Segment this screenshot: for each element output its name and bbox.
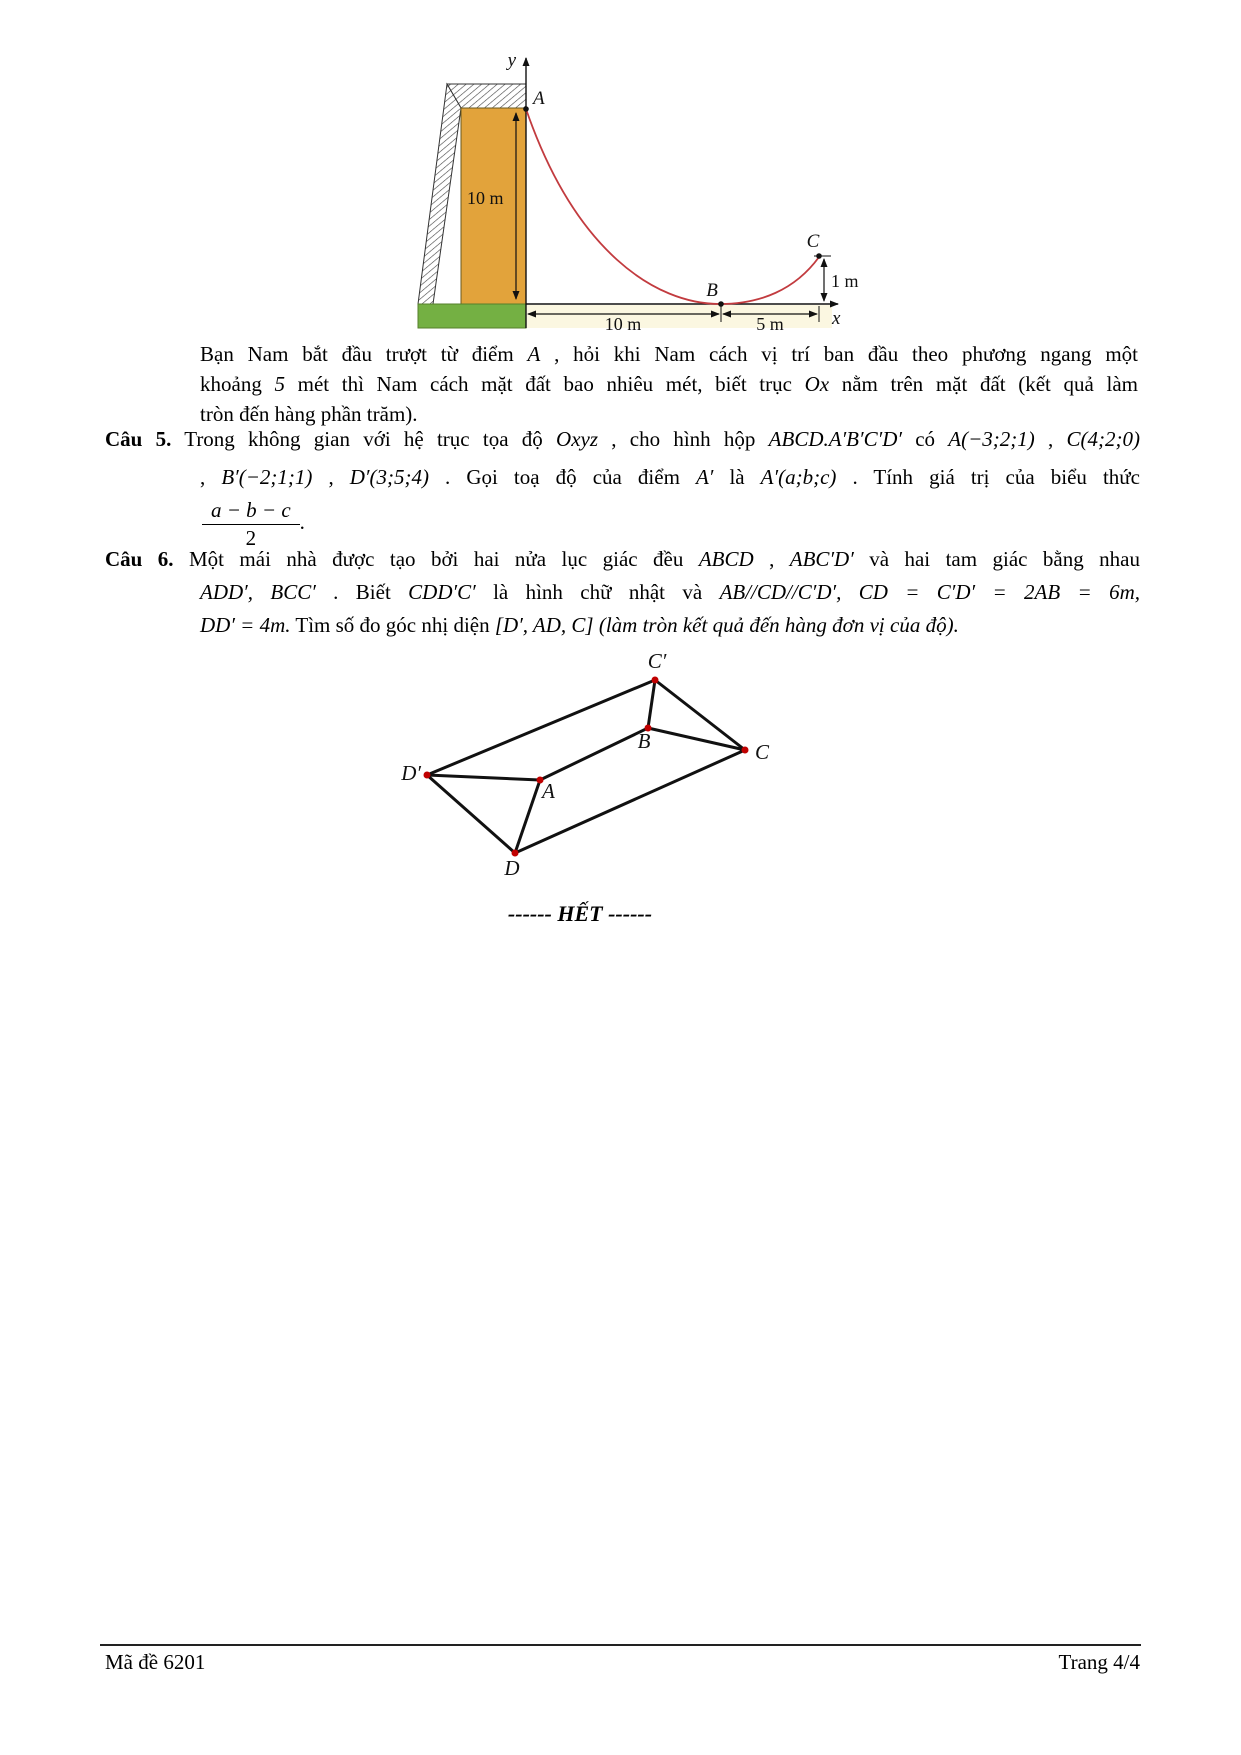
dim-1m-label: 1 m [831,271,859,291]
vertex-b-label: B [637,729,651,753]
math-run: A [527,342,541,366]
math-run: (làm tròn kết quả đến hàng đơn vị của độ). [593,613,959,637]
question-5-line-2 [105,462,1140,492]
math-run: C(4;2;0) [1066,427,1140,451]
axis-x-label: x [832,308,841,329]
pale-strip [526,305,832,328]
math-run: ABCD [698,547,754,571]
math-run: Oxyz [556,427,599,451]
end-marker [0,901,1160,927]
edge-dp-d [427,775,515,853]
math-run: CDD′C′ [408,580,476,604]
vertex-cp-dot [652,677,659,684]
text-run: , [200,465,222,489]
point-c-label: C [806,231,820,252]
slide-figure-svg [410,46,870,346]
text-run: mét thì Nam cách mặt đất bao nhiêu mét, biết trục [284,372,805,396]
question-5-line-1 [105,424,1140,454]
question-6-line-1 [105,543,1140,576]
vertex-cp-label: C′ [647,649,667,673]
point-c-dot [816,253,822,259]
text-run: , cho hình hộp [598,427,769,451]
point-a-dot [523,106,529,112]
math-run: D′(3;5;4) [349,465,429,489]
vertex-dp-label: D′ [401,761,421,785]
question-6-label: Câu 6. [105,547,174,571]
figure-slide [410,46,870,351]
question-6 [105,543,1140,642]
hatched-support [418,84,461,304]
vertex-c-label: C [755,740,770,764]
fraction-denominator: 2 [245,526,257,550]
text-run: có [901,427,949,451]
text-run: Trong không gian với hệ trục tọa độ [171,427,557,451]
math-run: [D′, AD, C] [494,613,594,637]
intro-line-1 [200,339,1138,369]
figure-points [523,106,822,307]
ground-rect [418,304,526,328]
text-run: Bạn Nam bắt đầu trượt từ điểm [200,342,528,366]
vertex-c-dot [742,747,749,754]
math-run: AB//CD//C′D′, CD = C′D′ = 2AB = 6m, [719,580,1141,604]
math-run: A′ [695,465,714,489]
math-run: Ox [804,372,830,396]
math-run: ADD′, BCC′ [200,580,316,604]
math-run: A′(a;b;c) [760,465,837,489]
wall-height-label: 10 m [467,188,504,208]
point-a-label: A [533,88,545,109]
point-b-label: B [706,280,718,301]
vertex-dp-dot [424,772,431,779]
dim-5m-label: 5 m [756,314,784,334]
math-run: DD′ = 4m. [200,613,291,637]
math-run: ABCD.A′B′C′D′ [768,427,902,451]
question-6-line-2 [105,576,1140,609]
edge-a-b [540,728,648,780]
figure-roof [395,648,795,893]
math-run: ABC′D′ [789,547,854,571]
footer [105,1650,1140,1675]
text-run: tròn đến hàng phần trăm). [200,402,418,426]
text-run: Một mái nhà được tạo bởi hai nửa lục giác đều [173,547,699,571]
math-run: A(−3;2;1) [948,427,1035,451]
fraction-numerator: a − b − c [202,498,300,525]
point-b-dot [718,301,724,307]
text-run: , [312,465,350,489]
edge-dp-a [427,775,540,780]
dim-10m-label: 10 m [604,314,642,334]
footer-exam-code: Mã đề 6201 [105,1650,206,1674]
text-run: là hình chữ nhật và [475,580,720,604]
one-meter-arrow [814,256,831,301]
intro-paragraph [200,339,1138,429]
text-run: , [1034,427,1067,451]
text-run: Tìm số đo góc nhị diện [290,613,495,637]
roof-figure-svg [395,648,795,888]
text-run: , hỏi khi Nam cách vị trí ban đầu theo phương ngang một [540,342,1138,366]
question-6-line-3 [105,609,1140,642]
question-5 [105,424,1140,550]
text-run: , [753,547,790,571]
vertex-a-label: A [542,779,555,803]
text-run: . Tính giá trị của biểu thức [836,465,1141,489]
text-run: nằm trên mặt đất (kết quả làm [829,372,1138,396]
text-run: . Gọi toạ độ của điểm [429,465,696,489]
math-run: B′(−2;1;1) [221,465,313,489]
text-run: . Biết [315,580,409,604]
edge-cp-b [648,680,655,728]
text-run: khoảng [200,372,275,396]
footer-page-number: Trang 4/4 [1058,1650,1140,1674]
vertex-dots [424,677,749,857]
end-marker-text: ------ HẾT ------ [507,901,653,926]
footer-rule [100,1644,1141,1646]
math-run: 5 [274,372,285,396]
vertex-d-label: D [504,856,520,880]
text-run: là [713,465,761,489]
fraction-tail: . [299,509,305,534]
slide-curve [526,109,819,304]
edge-dp-cp [427,680,655,775]
intro-line-2 [200,369,1138,399]
text-run: và hai tam giác bằng nhau [853,547,1141,571]
roof-edges [427,680,745,853]
question-5-label: Câu 5. [105,427,172,451]
axis-y-label: y [507,50,516,71]
